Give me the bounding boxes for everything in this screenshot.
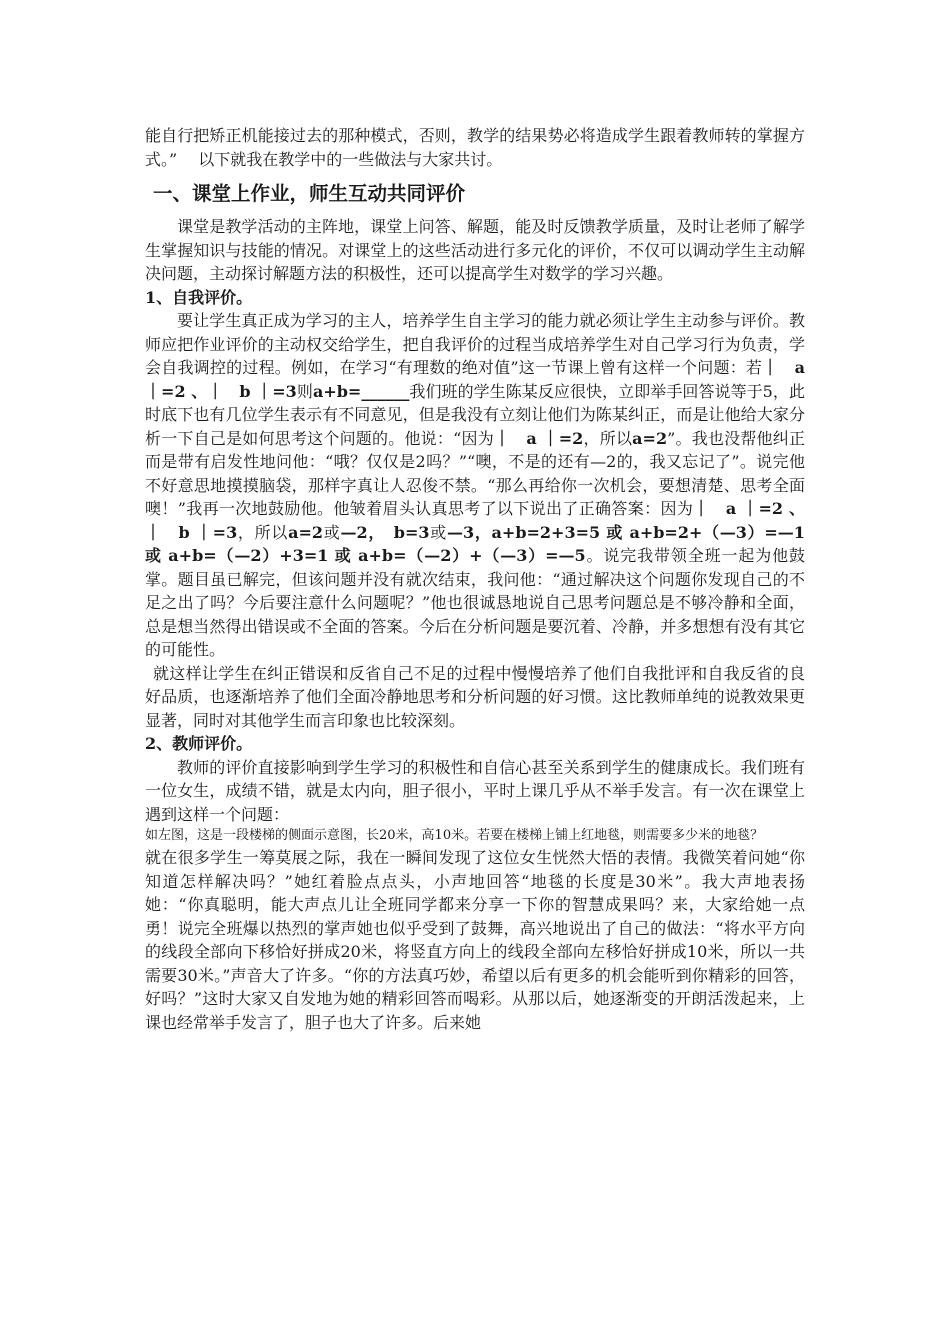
math-run: ｜ a ｜=2 、｜ b ｜=3 [145,358,805,401]
document-body [145,124,805,1034]
math-run: a+b=______ [312,381,410,401]
stairs-question: 如左图，这是一段楼梯的侧面示意图，长20米，高10米。若要在楼梯上铺上红地毯，则需要多少米的地毯？ [145,828,764,843]
subheading-self-evaluation: 1、自我评价。 [145,287,253,307]
teacher-evaluation-paragraph: 教师的评价直接影响到学生学习的积极性和自信心甚至关系到学生的健康成长。我们班有一位女生，成绩不错，就是太内向，胆子很小，平时上课几乎从不举手发言。有一次在课堂上遇到这样一个问题： [145,757,805,824]
text-run: 我们班的学生陈某反应很快，立即举手回答说等于5，此时底下也有几位学生表示有不同意见，但是我没有立刻让他们为陈某纠正，而是让他给大家分析一下自己是如何思考这个问题的。他说：“因为 [145,381,805,448]
text-run: 或 [429,522,447,542]
math-run: —3，a+b=2+3=5 或 a+b=2+（—3）=—1 或 a+b=（—2）+3=1 或 a+b=（—2）+（—3）=—5 [145,522,805,565]
self-evaluation-conclusion: 就这样让学生在纠正错误和反省自己不足的过程中慢慢培养了他们自我批评和自我反省的良好品质，也逐渐培养了他们全面冷静地思考和分析问题的好习惯。这比教师单纯的说教效果更显著，同时对其他学生而言印象也比较深刻。 [145,663,805,730]
text-run: 则 [296,381,313,401]
section-1-paragraph: 课堂是教学活动的主阵地，课堂上问答、解题，能及时反馈教学质量，及时让老师了解学生掌握知识与技能的情况。对课堂上的这些活动进行多元化的评价，不仅可以调动学生主动解决问题，主动探讨解题方法的积极性，还可以提高学生对数学的学习兴趣。 [145,217,805,283]
section-heading-1: 一、课堂上作业，师生互动共同评价 [153,182,466,205]
text-run: ，所以 [583,428,633,448]
text-run: 或 [323,522,341,542]
math-run: a=2 [632,428,668,448]
text-run: ，所以 [237,522,289,542]
math-run: ｜ a ｜=2 [493,428,584,448]
self-evaluation-paragraph [145,309,805,662]
text-run: 。说完我带领全班一起为他鼓掌。题目虽已解完，但该问题并没有就次结束，我问他：“通过解决这个问题你发现自己的不足之出了吗？今后要注意什么问题呢？”他也很诚恳地说自己思考问题总是不够冷静和全面，总是想当然得出错误或不全面的答案。今后在分析问题是要沉着、冷静，并多想想有没有其它的可能性。 [145,546,805,659]
math-run: —2， b=3 [340,522,430,542]
math-run: ｜ a ｜=2 、｜ b ｜=3 [145,499,805,542]
math-run: a=2 [288,522,324,542]
teacher-evaluation-story: 就在很多学生一筹莫展之际，我在一瞬间发现了这位女生恍然大悟的表情。我微笑着问她“你知道怎样解决吗？”她红着脸点点头，小声地回答“地毯的长度是30米”。我大声地表扬她：“你真聪明，能大声点儿让全班同学都来分享一下你的智慧成果吗？来，大家给她一点勇！说完全班爆以热烈的掌声她也似乎受到了鼓舞，高兴地说出了自己的做法：“将水平方向的线段全部向下移恰好拼成20米，将竖直方向上的线段全部向左移恰好拼成10米，所以一共需要30米。”声音大了许多。“你的方法真巧妙，希望以后有更多的机会能听到你精彩的回答，好吗？”这时大家又自发地为她的精彩回答而喝彩。从那以后，她逐渐变的开朗活泼起来，上课也经常举手发言了，胆子也大了许多。后来她 [145,848,805,1032]
text-run: 要让学生真正成为学习的主人，培养学生自主学习的能力就必须让学生主动参与评价。教师应把作业评价的主动权交给学生，把自我评价的过程当成培养学生对自己学习行为负责，学会自我调控的过程。例如，在学习“有理数的绝对值”这一节课上曾有这样一个问题：若 [145,311,805,377]
text-run: ”。我也没帮他纠正而是带有启发性地问他：“哦？仅仅是2吗？”“噢，不是的还有—2的，我又忘记了”。说完他不好意思地摸摸脑袋，那样字真让人忍俊不禁。“那么再给你一次机会，要想清楚、思考全面噢！”我再一次地鼓励他。他皱着眉头认真思考了以下说出了正确答案：因为 [145,428,805,518]
intro-paragraph: 能自行把矫正机能接过去的那种模式，否则，教学的结果势必将造成学生跟着教师转的掌握方式。” 以下就我在教学中的一些做法与大家共讨。 [145,126,805,169]
subheading-teacher-evaluation: 2、教师评价。 [145,734,253,753]
